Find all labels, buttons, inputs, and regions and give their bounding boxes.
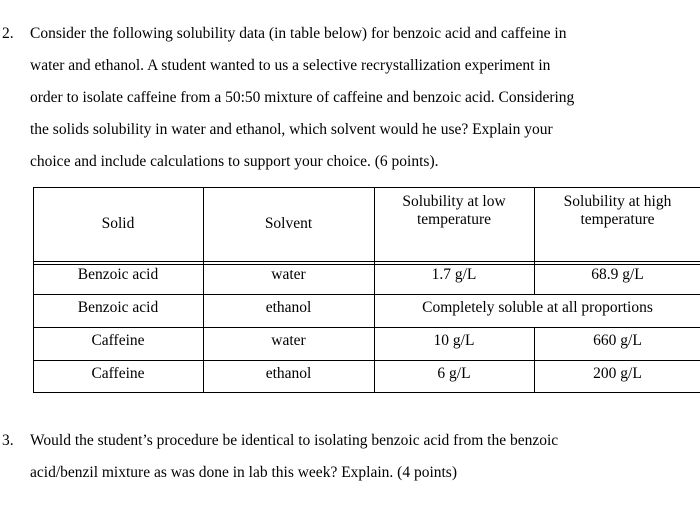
- row-3-low: 10 g/L: [433, 332, 475, 349]
- header-low-temp-line: Solubility at low: [402, 193, 506, 210]
- row-3-solvent: water: [271, 332, 306, 349]
- table-border: [33, 264, 700, 265]
- row-4-solvent: ethanol: [265, 365, 312, 382]
- row-2-merged-solubility: Completely soluble at all proportions: [422, 299, 653, 316]
- header-high-temp-line: Solubility at high: [563, 193, 672, 210]
- row-4-solid: Caffeine: [91, 365, 145, 382]
- row-1-solvent: water: [271, 266, 306, 283]
- question-2-line: choice and include calculations to support your choice. (6 points).: [30, 153, 439, 170]
- header-solid: Solid: [101, 215, 135, 232]
- question-3-text: [30, 425, 558, 489]
- row-3-high: 660 g/L: [593, 332, 642, 349]
- table-border: [33, 261, 700, 262]
- row-4-high: 200 g/L: [593, 365, 642, 382]
- question-3-line: acid/benzil mixture as was done in lab this week? Explain. (4 points): [30, 464, 457, 481]
- question-2-text: [30, 18, 574, 178]
- row-3-solid: Caffeine: [91, 332, 145, 349]
- table-border: [33, 327, 700, 328]
- header-low-temp-line: temperature: [416, 211, 491, 228]
- header-low-temp: [374, 193, 534, 229]
- table-border: [33, 294, 700, 295]
- question-2-line: water and ethanol. A student wanted to us a selective recrystallization experiment in: [30, 57, 551, 74]
- question-2-line: Consider the following solubility data (in table below) for benzoic acid and caffeine in: [30, 25, 567, 42]
- row-1-solid: Benzoic acid: [77, 266, 159, 283]
- row-1-high: 68.9 g/L: [591, 266, 644, 283]
- table-border: [33, 360, 700, 361]
- question-2-number: 2.: [2, 25, 14, 42]
- question-3-number: 3.: [2, 432, 14, 449]
- header-high-temp-line: temperature: [580, 211, 655, 228]
- question-3-line: Would the student’s procedure be identical to isolating benzoic acid from the benzoic: [30, 432, 559, 449]
- question-2-line: the solids solubility in water and ethanol, which solvent would he use? Explain your: [30, 121, 553, 138]
- question-2-line: order to isolate caffeine from a 50:50 mixture of caffeine and benzoic acid. Considering: [30, 89, 575, 106]
- header-high-temp: [534, 193, 700, 229]
- row-4-low: 6 g/L: [437, 365, 471, 382]
- row-2-solvent: ethanol: [265, 299, 312, 316]
- table-border: [33, 392, 700, 393]
- row-1-low: 1.7 g/L: [431, 266, 477, 283]
- table-border: [33, 187, 700, 188]
- solubility-table: [33, 187, 700, 393]
- header-solvent: Solvent: [264, 215, 313, 232]
- row-2-solid: Benzoic acid: [77, 299, 159, 316]
